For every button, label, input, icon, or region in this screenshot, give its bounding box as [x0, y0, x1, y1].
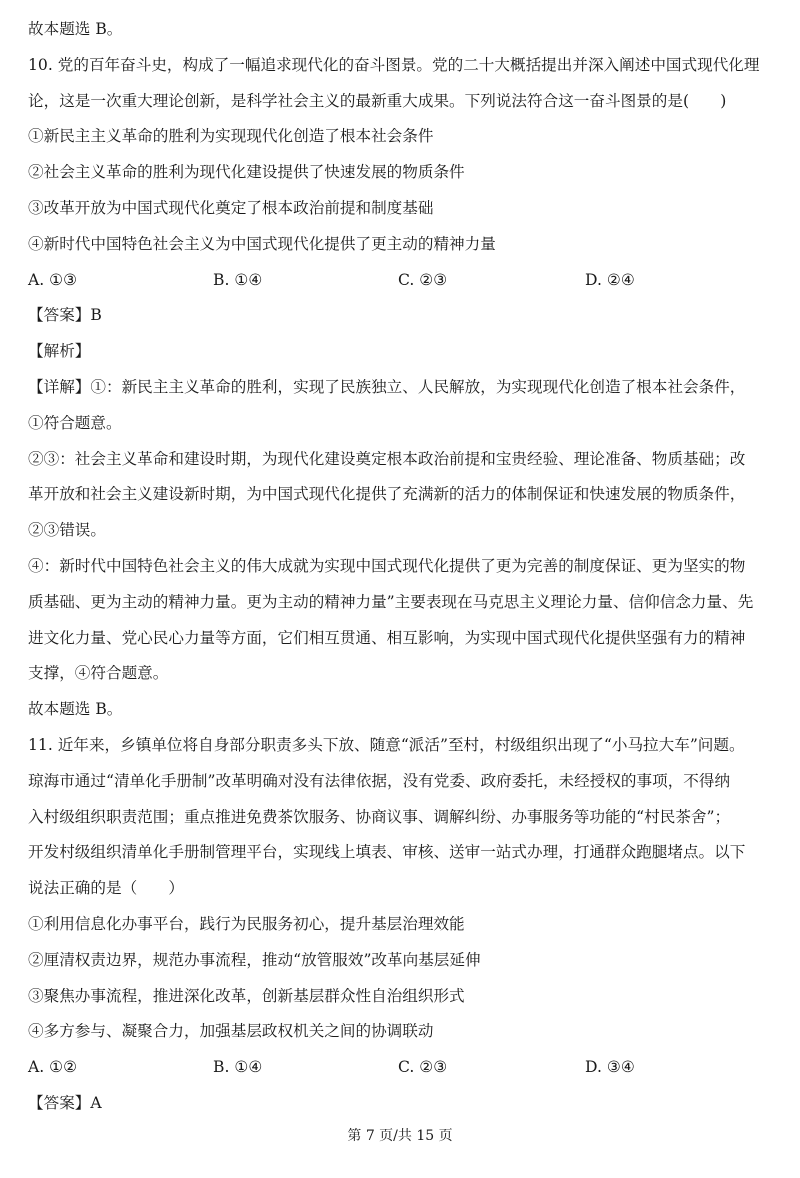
q10-detail-line: ②③错误。 [28, 521, 106, 540]
q11-answer: 【答案】A [28, 1093, 102, 1112]
q10-option-b: B. ①④ [213, 270, 263, 289]
q10-statement-2: ②社会主义革命的胜利为现代化建设提供了快速发展的物质条件 [28, 163, 465, 182]
q10-options [28, 263, 788, 299]
question-10 [28, 48, 788, 728]
q11-statement-3: ③聚焦办事流程，推进深化改革，创新基层群众性自治组织形式 [28, 986, 465, 1005]
q10-statement-3: ③改革开放为中国式现代化奠定了根本政治前提和制度基础 [28, 198, 434, 217]
q11-option-b: B. ①④ [213, 1058, 263, 1077]
q10-analysis-label: 【解析】 [28, 342, 91, 361]
q10-statement-1: ①新民主主义革命的胜利为实现现代化创造了根本社会条件 [28, 127, 434, 146]
q11-stem-line: 开发村级组织清单化手册制管理平台，实现线上填表、审核、送审一站式办理，打通群众跑腿堵点。以下 [28, 843, 746, 862]
q10-option-a: A. ①③ [28, 270, 78, 289]
q11-option-c: C. ②③ [398, 1058, 448, 1077]
q11-option-a: A. ①② [28, 1058, 78, 1077]
q10-conclusion: 故本题选 B。 [28, 700, 123, 719]
question-11 [28, 728, 788, 1122]
q10-detail-line: ②③：社会主义革命和建设时期，为现代化建设奠定根本政治前提和宝贵经验、理论准备、物质基础；改 [28, 449, 746, 468]
q10-detail-line: 革开放和社会主义建设新时期，为中国式现代化提供了充满新的活力的体制保证和快速发展的物质条件， [28, 485, 746, 504]
q11-statement-2: ②厘清权责边界，规范办事流程，推动“放管服效”改革向基层延伸 [28, 950, 481, 969]
q11-stem-line: 11. 近年来，乡镇单位将自身部分职责多头下放、随意“派活”至村，村级组织出现了“小马拉大车”问题。 [28, 735, 745, 754]
q10-statement-4: ④新时代中国特色社会主义为中国式现代化提供了更主动的精神力量 [28, 234, 496, 253]
q10-option-d: D. ②④ [585, 270, 635, 289]
q10-detail-line: 进文化力量、党心民心力量等方面，它们相互贯通、相互影响，为实现中国式现代化提供坚强有力的精神 [28, 628, 746, 647]
q10-answer: 【答案】B [28, 306, 102, 325]
q10-detail-line: 支撑，④符合题意。 [28, 664, 169, 683]
q10-stem-line: 论，这是一次重大理论创新，是科学社会主义的最新重大成果。下列说法符合这一奋斗图景的是( ) [28, 91, 727, 110]
q10-detail-line: ①符合题意。 [28, 413, 122, 432]
q11-stem-line: 说法正确的是（ ） [28, 879, 184, 898]
q11-option-d: D. ③④ [585, 1058, 635, 1077]
previous-conclusion: 故本题选 B。 [28, 20, 123, 38]
q10-stem-line: 10. 党的百年奋斗史，构成了一幅追求现代化的奋斗图景。党的二十大概括提出并深入阐述中国式现代化理 [28, 55, 760, 74]
q11-stem-line: 琼海市通过“清单化手册制”改革明确对没有法律依据，没有党委、政府委托，未经授权的事项，不得纳 [28, 771, 731, 790]
q11-statement-1: ①利用信息化办事平台，践行为民服务初心，提升基层治理效能 [28, 914, 465, 933]
q10-option-c: C. ②③ [398, 270, 448, 289]
q11-statement-4: ④多方参与、凝聚合力，加强基层政权机关之间的协调联动 [28, 1022, 434, 1041]
q11-options [28, 1050, 788, 1086]
page-footer: 第 7 页/共 15 页 [347, 1128, 453, 1144]
q10-detail-line: 【详解】①：新民主主义革命的胜利，实现了民族独立、人民解放，为实现现代化创造了根本社会条件， [28, 377, 746, 396]
q10-detail-line: ④：新时代中国特色社会主义的伟大成就为实现中国式现代化提供了更为完善的制度保证、更为坚实的物 [28, 556, 746, 575]
q10-detail-line: 质基础、更为主动的精神力量。更为主动的精神力量”主要表现在马克思主义理论力量、信仰信念力量、先 [28, 592, 754, 611]
page-content [28, 12, 788, 1122]
q11-stem-line: 入村级组织职责范围；重点推进免费茶饮服务、协商议事、调解纠纷、办事服务等功能的“村民茶舍”； [28, 807, 731, 826]
